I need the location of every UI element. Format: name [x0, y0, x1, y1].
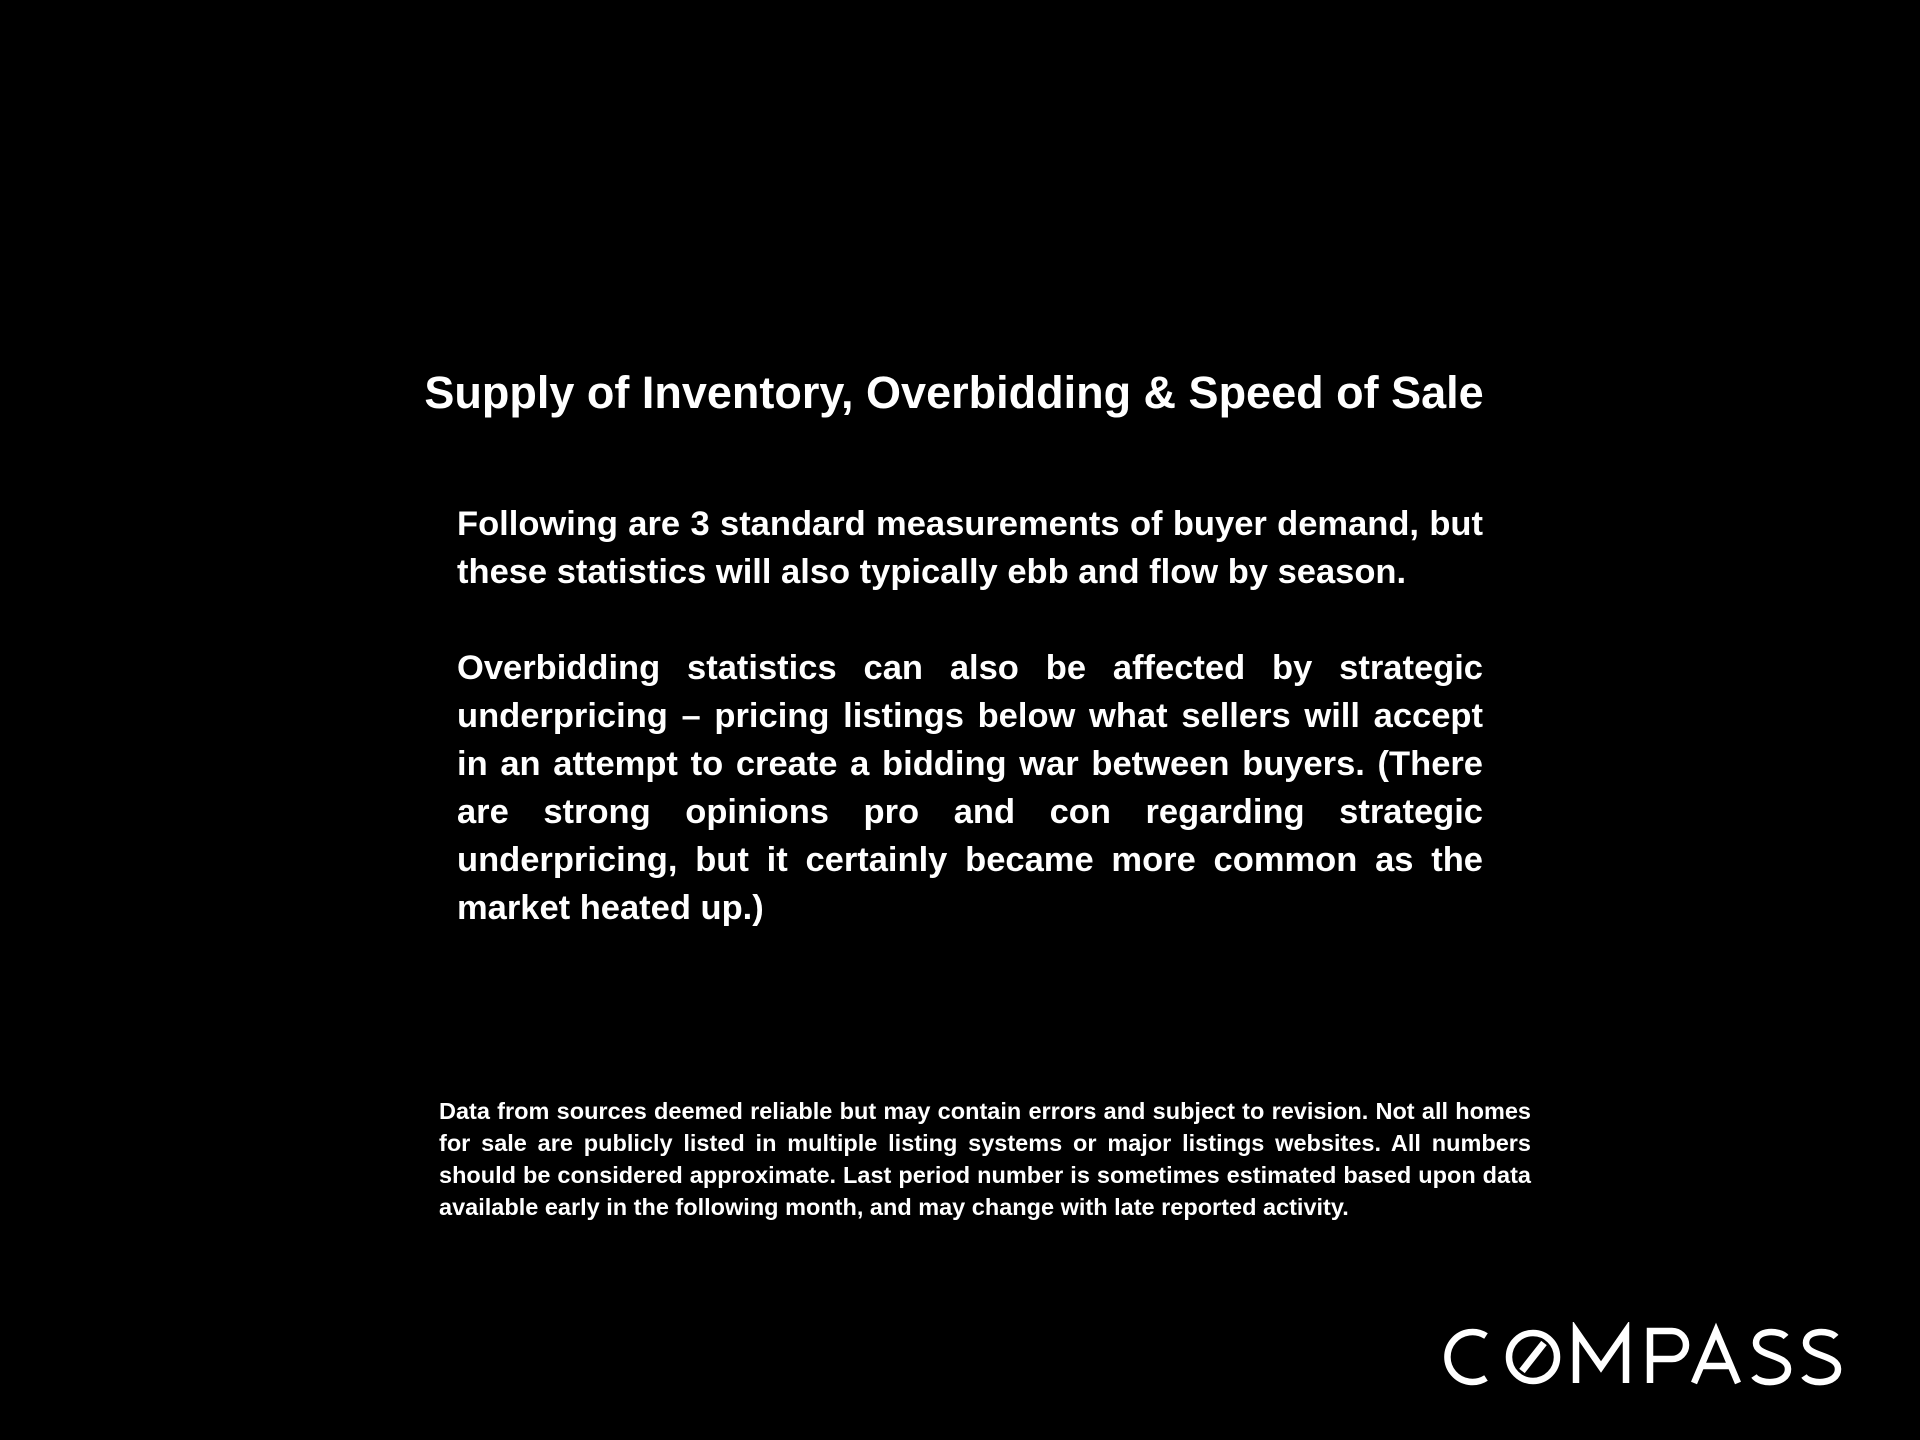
intro-paragraph: Following are 3 standard measurements of buyer demand, but these statistics will also typically ebb and flow by season. [457, 505, 1483, 591]
disclaimer-text: Data from sources deemed reliable but may contain errors and subject to revision. Not all homes for sale are publicly listed in multiple listing systems or major listings websites. All numbers should be considered approximate. Last period number is sometimes estimated based upon data available early in the following month, and may change with late reported activity. [439, 1098, 1531, 1220]
overbidding-paragraph: Overbidding statistics can also be affected by strategic underpricing – pricing listings below what sellers will accept in an attempt to create a bidding war between buyers. (There are strong opinions pro and con regarding strategic underpricing, but it certainly became more common as the market heated up.) [457, 649, 1483, 927]
compass-logo [1436, 1322, 1846, 1392]
body-text [457, 500, 1483, 932]
slide-title: Supply of Inventory, Overbidding & Speed of Sale [424, 367, 1484, 418]
